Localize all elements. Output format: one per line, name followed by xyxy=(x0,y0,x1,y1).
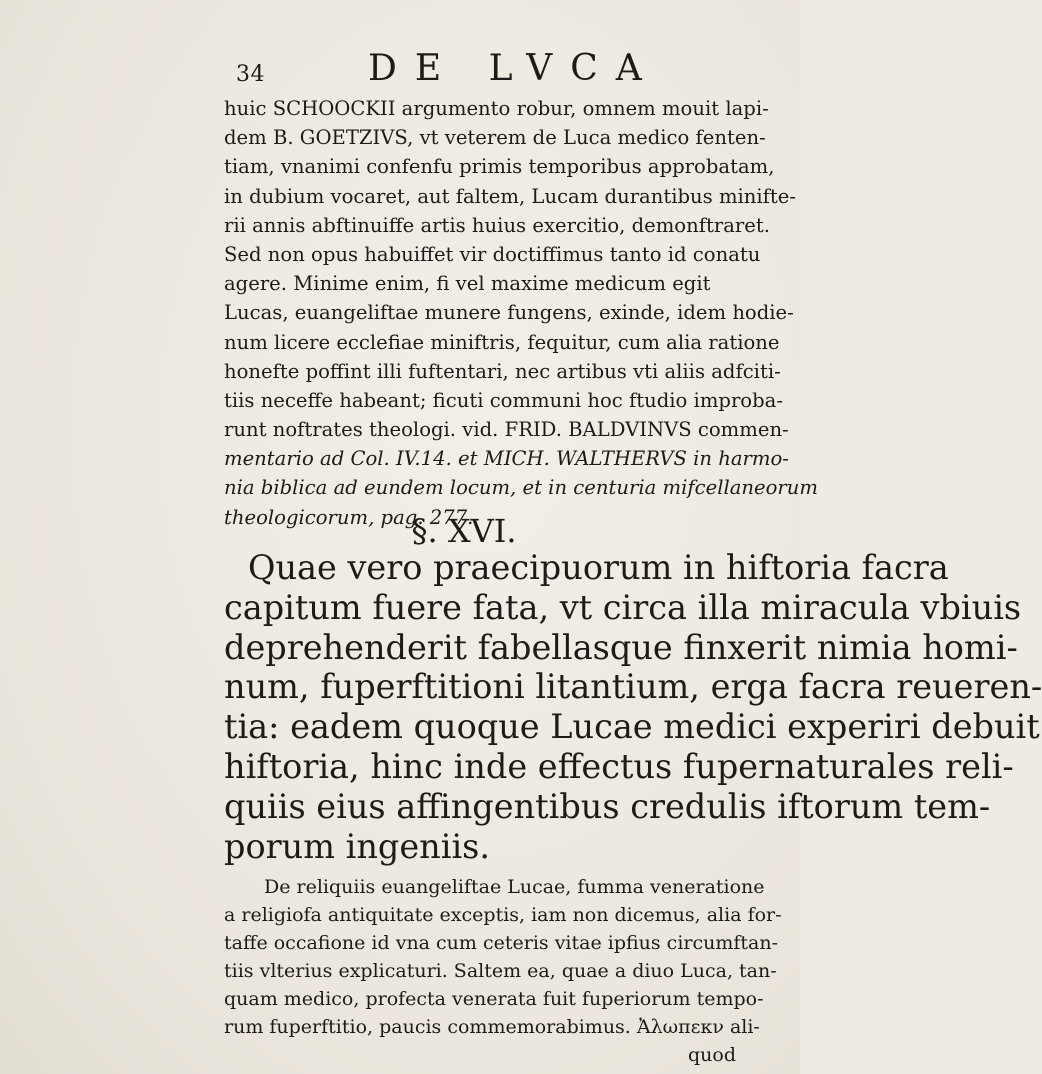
text-line: tiis neceffe habeant; ficuti communi hoc ftudio improba- xyxy=(224,388,783,412)
text-line: tiis vlterius explicaturi. Saltem ea, quae a diuo Luca, tan- xyxy=(224,960,777,982)
text-line: agere. Minime enim, fi vel maxime medicum egit xyxy=(224,272,711,296)
text-line: Sed non opus habuiffet vir doctiffimus tanto id conatu xyxy=(224,242,761,266)
text-line: rum fuperftitio, paucis commemorabimus. Ἀλωπεκν ali- xyxy=(224,1016,760,1038)
text-line: De reliquiis euangeliftae Lucae, fumma veneratione xyxy=(264,876,765,898)
text-line: runt noftrates theologi. vid. FRID. BALDVINVS commen- xyxy=(224,418,789,442)
paragraph-1 xyxy=(224,94,818,532)
text-line: deprehenderit fabellasque finxerit nimia homi- xyxy=(224,627,1018,667)
text-line: capitum fuere fata, vt circa illa miracula vbiuis xyxy=(224,587,1022,627)
text-line: in dubium vocaret, aut faltem, Lucam durantibus minifte- xyxy=(224,184,797,208)
text-line: Quae vero praecipuorum in hiftoria facra xyxy=(248,548,949,587)
section-heading: §. XVI. xyxy=(411,512,517,550)
text-line: Lucas, euangeliftae munere fungens, exinde, idem hodie- xyxy=(224,301,794,325)
text-line: taffe occafione id vna cum ceteris vitae ipfius circumftan- xyxy=(224,932,779,954)
paragraph-2 xyxy=(224,548,1042,866)
text-line: nia biblica ad eundem locum, et in centuria mifcellaneorum xyxy=(224,476,818,500)
text-line: hiftoria, hinc inde effectus fupernaturales reli- xyxy=(224,746,1014,786)
text-line: a religiofa antiquitate exceptis, iam non dicemus, alia for- xyxy=(224,904,782,926)
text-line: quam medico, profecta venerata fuit fuperiorum tempo- xyxy=(224,988,764,1010)
text-line: rii annis abftinuiffe artis huius exercitio, demonftraret. xyxy=(224,213,770,237)
text-line: porum ingeniis. xyxy=(224,826,491,866)
paragraph-3 xyxy=(224,873,782,1069)
page-number: 34 xyxy=(236,62,265,87)
catchword: quod xyxy=(687,1044,736,1066)
running-head: DE LVCA xyxy=(368,48,660,89)
text-line: honefte poffint illi fuftentari, nec artibus vti aliis adfciti- xyxy=(224,359,781,383)
text-line: dem B. GOETZIVS, vt veterem de Luca medico fenten- xyxy=(224,126,766,150)
text-line: num licere ecclefiae miniftris, fequitur, cum alia ratione xyxy=(224,330,780,354)
text-line: mentario ad Col. IV.14. et MICH. WALTHERVS in harmo- xyxy=(224,447,789,471)
text-line: num, fuperftitioni litantium, erga facra reueren- xyxy=(224,667,1042,707)
page-header xyxy=(0,48,800,92)
text-line: tiam, vnanimi confenfu primis temporibus approbatam, xyxy=(224,155,775,179)
text-line: huic SCHOOCKII argumento robur, omnem mouit lapi- xyxy=(224,97,769,120)
text-line: tia: eadem quoque Lucae medici experiri debuit xyxy=(224,707,1040,747)
text-line: quiis eius affingentibus credulis iftorum tem- xyxy=(224,786,991,826)
text-line: theologicorum, pag. 277. xyxy=(224,505,474,529)
